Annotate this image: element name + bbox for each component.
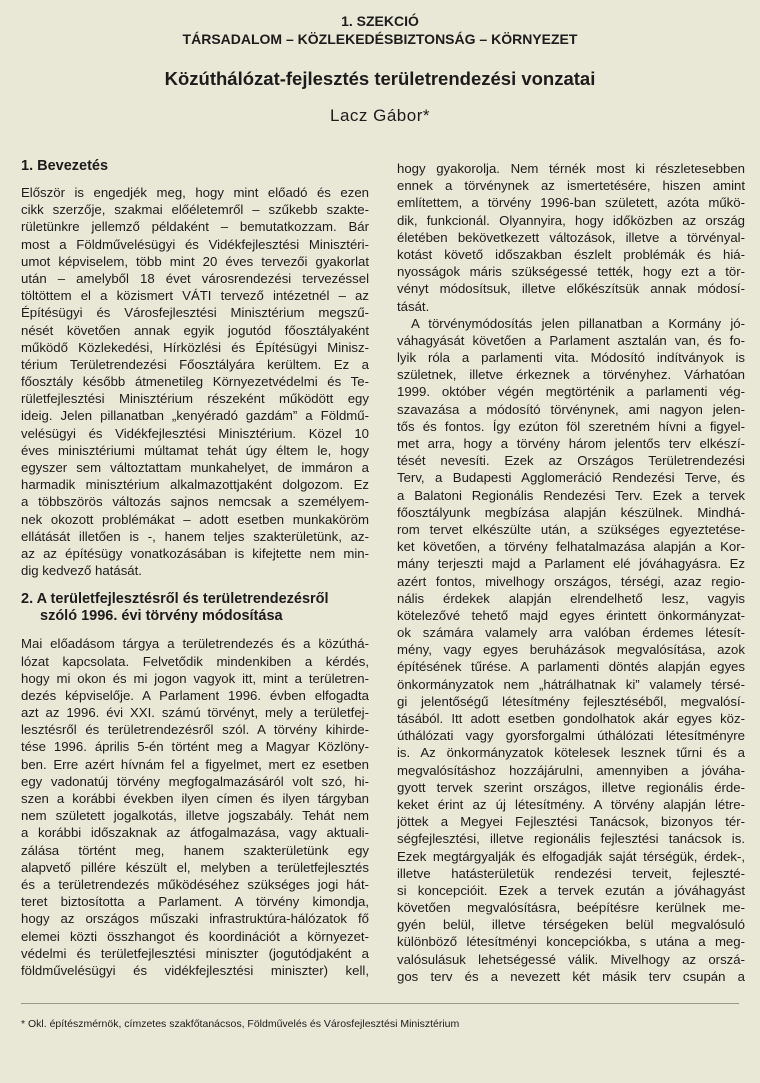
text-line: rületünkre jellemző példaként – bemutatkozzam. Bár (21, 219, 369, 235)
text-line: Terv, a Budapesti Agglomeráció Rendezési Terve, és (397, 470, 745, 486)
text-line: működő Közlekedési, Hírközlési és Építésügyi Minisz- (21, 339, 369, 355)
text-line: főosztály később átmenetileg Környezetvédelmi és Te- (21, 374, 369, 390)
text-line: alapvető pillére készült el, melyben a területfejlesztés (21, 859, 369, 875)
text-line: rületfejlesztési Minisztérium részeként működött egy (21, 391, 369, 407)
text-line: az az építésügy vonatkozásában is kifejtette nem min- (21, 545, 369, 561)
text-line: gyén belül, illetve térségeken belül megvalósuló (397, 917, 745, 933)
text-line: mány terjeszti majd a Parlament elé jóváhagyásra. Ez (397, 556, 745, 572)
text-line: szavazása a módosító törvénynek, ami nagyon jelen- (397, 401, 745, 417)
text-line: nális érdekek alapján elrendelhető lesz, vagyis (397, 590, 745, 606)
text-line: Építésügyi és Városfejlesztési Minisztérium megszű- (21, 305, 369, 321)
text-line: elemei közti összhangot és koordinációt a környezet- (21, 928, 369, 944)
text-line: hogy gyakorolja. Nem térnék most ki részletesebben (397, 161, 745, 176)
text-line: után – amelyből 18 évet városrendezési tervezéssel (21, 270, 369, 286)
text-line: hogy mi okon és mi jogon vagyok itt, mint a területren- (21, 670, 369, 686)
text-line: tását. (397, 298, 430, 314)
text-line: teret biztosította a Parlament. A törvény kimondja, (21, 894, 369, 910)
text-line: ellátását illetően is -, hanem teljes szakterületünk, az- (21, 528, 369, 544)
text-line: váhagyását követően a Parlament asztalán van, és fo- (397, 332, 745, 348)
text-line: Először is engedjék meg, hogy mint előadó és ezen (21, 185, 369, 200)
text-line: harmadik minisztérium alkalmazottjaként dolgozom. Ez (21, 477, 369, 493)
text-line: ideig. Jelen pillanatban „kenyéradó gazdám” a Földmű- (21, 408, 369, 424)
text-line: rom tervet elkészülte után, a szükséges egyeztetése- (397, 521, 745, 537)
text-line: zálása történt meg, hanem szakterületünk egy (21, 842, 369, 858)
text-line: nyosságok máris szükségessé tették, hogy ezt a tör- (397, 264, 745, 280)
text-line: ket követően, a törvény felhatalmazása alapján a Kor- (397, 539, 745, 555)
introduction-paragraph (21, 184, 369, 579)
text-line: ségfejlesztési, illetve regionális fejlesztési tanácsok is. (397, 831, 745, 847)
text-line: ok számára valamely arra valóban érdemes létesít- (397, 625, 745, 641)
text-line: követően megvalósításra, beépítésre kerülnek me- (397, 900, 745, 916)
text-line: is. Az önkormányzatok kötelesek lesznek tűrni és a (397, 745, 745, 761)
text-line: a Balatoni Regionális Rendezési Terv. Ezek a tervek (397, 487, 745, 503)
article-title: Közúthálózat-fejlesztés területrendezési vonzatai (164, 68, 596, 89)
text-line: építésének tűrése. A parlamenti döntés alapján egyes (397, 659, 745, 675)
amendment-paragraph (397, 315, 745, 985)
continuation-paragraph (397, 160, 745, 315)
text-line: dik, funkcionál. Olyannyira, hogy időközben az ország (397, 212, 745, 228)
text-line: tős és fontos. Így ezúton föl szeretném hívni a figyel- (397, 418, 745, 434)
text-line: Mai előadásom tárgya a területrendezés és a közúthá- (21, 636, 369, 652)
text-line: úthálózati vagy gyorsforgalmi úthálózati létesítményre (397, 728, 745, 744)
text-line: térium Területrendezési Főosztályára kerültem. Ez a (21, 356, 369, 372)
text-line: említettem, a törvény 1996-ban született, azóta műkö- (397, 195, 745, 211)
text-line: kötelezővé tehető majd egyes érintett önkormányzat- (397, 607, 745, 623)
text-line: lózat kapcsolata. Felvetődik mindenkiben a kérdés, (21, 653, 369, 669)
text-line: és a területrendezés működéséhez szükséges jogi hát- (21, 876, 369, 892)
text-line: azt az 1996. évi XXI. számú törvényt, mely a területfej- (21, 705, 369, 721)
text-line: egyszer sem változtattam munkahelyet, de immáron a (21, 460, 369, 475)
text-line: tését nevesíti. Ezek az Országos Területrendezési (397, 453, 745, 469)
text-line: lyik róla a parlamenti vita. Módosító indítványok is (397, 350, 745, 366)
text-line: gos terv és a nevezett két másik terv csupán a (397, 968, 745, 984)
heading-section-2 (21, 591, 369, 625)
text-line: jöttek a Megyei Fejlesztési Tanácsok, bizonyos tér- (397, 814, 745, 830)
section-number: 1. SZEKCIÓ (341, 13, 419, 29)
text-line: keket érint az új létesítmény. A törvény alapján létre- (397, 796, 745, 812)
text-line: gi jelentőségű létesítmény fejlesztéséből, megvalósí- (397, 693, 745, 709)
text-line: életében bekövetkezett változások, illetve a törvényal- (397, 229, 745, 245)
left-column (21, 158, 369, 979)
text-line: vényt módosítsuk, illetve előkészítsük annak módosí- (397, 281, 745, 297)
text-line: azért fontos, mivelhogy országos, térségi, azaz regio- (397, 573, 745, 589)
text-line: különböző létesítményi koncepciókba, s utána a meg- (397, 934, 745, 950)
text-line: dig kedvező hatását. (21, 563, 142, 579)
text-line: védelmi és területfejlesztési miniszter (jogutódjaként a (21, 945, 369, 961)
text-line: szen a korábbi években ilyen címen és ilyen tárgyban (21, 791, 369, 806)
footnote-divider (21, 1003, 739, 1004)
text-line: egy vadonatúj törvény megfogalmazásáról volt szó, hi- (21, 773, 369, 789)
text-line: ben. Erre azért hívnám fel a figyelmet, mert ez esetben (21, 756, 369, 772)
text-line: Ezek megtárgyalják és elfogadják saját térségük, érdek-, (397, 848, 745, 864)
right-column (397, 160, 745, 985)
text-line: kotást követő időszakban észlelt problémák és hiá- (397, 246, 745, 262)
footnote: * Okl. építészmérnök, címzetes szakfőtanácsos, Földművelés és Városfejlesztési Minisztérium (21, 1018, 460, 1030)
text-line: nem született jogalkotás, illetve jogszabály. Tehát nem (21, 808, 369, 824)
text-line: nését követően annak egyik jogutód főosztályaként (21, 322, 369, 338)
text-line: lesztésről és területrendezésről szól. A törvény kihirde- (21, 722, 369, 738)
text-line: a korábbi időszaknak az átfogalmazása, vagy aktuali- (21, 825, 369, 841)
text-line: a többszörös változás sajnos nemcsak a személyem- (21, 494, 369, 510)
text-line: tése 1996. április 5-én történt meg a Magyar Közlöny- (21, 739, 369, 755)
text-line: mény, vagy egyes beruházások megvalósítása, azok (397, 642, 745, 658)
heading-introduction: 1. Bevezetés (21, 158, 109, 174)
text-line: főosztályunk megbízása alapján készülnek. Mindhá- (397, 504, 745, 520)
text-line: nek okozott problémákat – adott esetben munkaköröm (21, 511, 369, 527)
text-line: töltöttem el a közismert VÁTI tervező intézetnél – az (21, 288, 369, 304)
text-line: ennek a törvénynek az ismertetésére, hiszen amint (397, 178, 745, 194)
text-line: cikk szerzője, szakmai előéletemről – szűkebb szakte- (21, 202, 369, 218)
heading-section-2-line-1: 2. A területfejlesztésről és területrendezésről (21, 591, 329, 608)
author: Lacz Gábor* (330, 106, 430, 125)
text-line: si koncepcióit. Ezek a tervek ezután a jóváhagyást (397, 882, 745, 898)
text-line: önkormányzatok nem „hátrálhatnak ki” valamely térsé- (397, 676, 745, 692)
text-line: hogy az országos műszaki infrastruktúra-hálózatok fő (21, 911, 369, 927)
text-line: A törvénymódosítás jelen pillanatban a Kormány jó- (411, 315, 745, 331)
text-line: tásából. Itt adott esetben gondolhatok akár egyes köz- (397, 711, 745, 726)
heading-section-2-line-2: szóló 1996. évi törvény módosítása (40, 608, 283, 625)
text-line: met arra, hogy a törvény három jelentős terv elkészí- (397, 436, 745, 451)
text-line: földművelésügyi és vidékfejlesztési miniszter) kell, (21, 962, 369, 978)
text-line: dezés képviselője. A Parlament 1996. évben elfogadta (21, 687, 369, 703)
text-line: most a Földművelésügyi és Vidékfejlesztési Minisztéri- (21, 236, 369, 252)
text-line: velésügyi és Vidékfejlesztési Minisztérium. Közel 10 (21, 425, 369, 441)
text-line: születnek, illetve érkeznek a törvényhez. Várhatóan (397, 367, 745, 383)
text-line: gyott tervek szerint országos, illetve regionális érde- (397, 779, 745, 795)
text-line: umot képviselem, több mint 20 éves tervezői gyakorlat (21, 253, 369, 269)
text-line: megvalósításhoz hozzájárulni, amennyiben a jóváha- (397, 762, 745, 778)
text-line: valósulásuk lehetségessé válik. Mivelhogy az orszá- (397, 951, 745, 967)
text-line: éves minisztériumi múltamat tehát úgy éltem le, hogy (21, 442, 369, 458)
text-line: 1999. október végén megtörténik a parlamenti vég- (397, 384, 745, 400)
text-line: illetve hatásterületük rendezési terveit, fejleszté- (397, 865, 745, 881)
section-2-paragraph (21, 635, 369, 979)
section-title: TÁRSADALOM – KÖZLEKEDÉSBIZTONSÁG – KÖRNYEZET (182, 31, 578, 47)
